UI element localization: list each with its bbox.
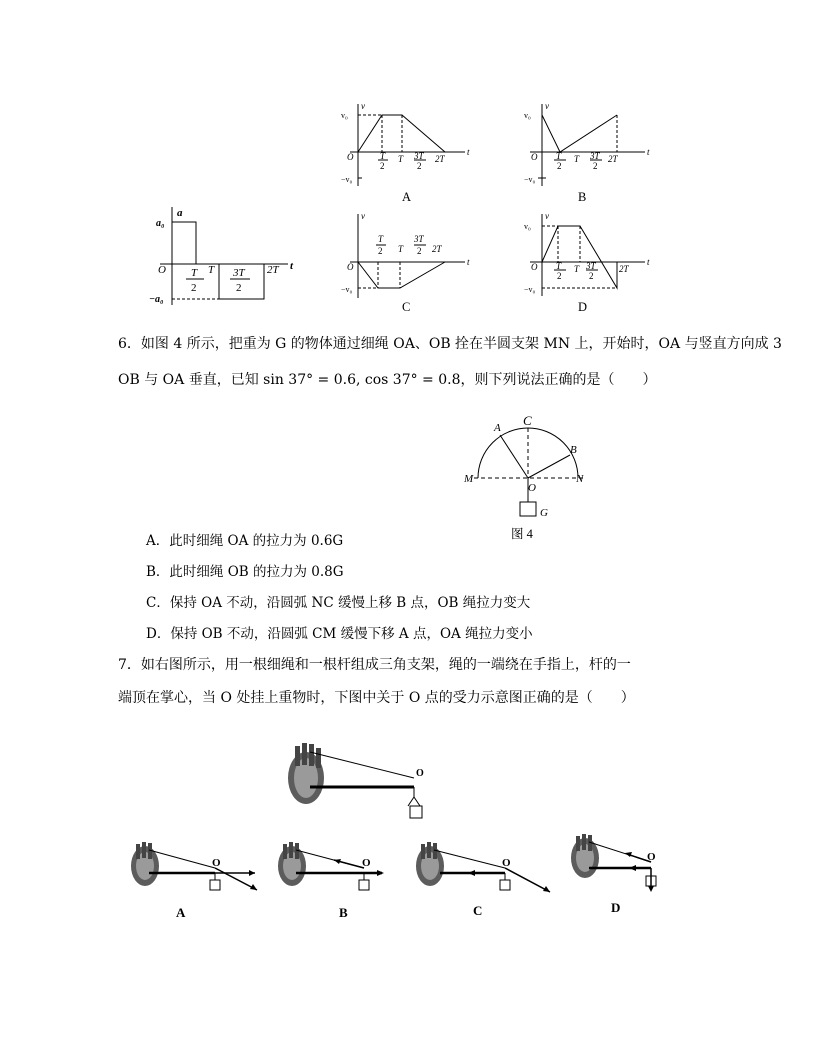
tick-2-label: 2 [589,271,594,281]
hand-icon [131,842,159,886]
graph-option-label-a: A [402,190,412,204]
point-o-label: O [362,857,371,869]
q6-option-b[interactable]: B．此时细绳 OB 的拉力为 0.8G [146,564,344,580]
neg-v0-label: −v₀ [341,175,353,184]
graph-option-label-c: C [402,300,411,314]
neg-v0-label: −v₀ [524,175,536,184]
vt-graph-d [520,210,660,305]
tick-2-label: 2 [417,246,422,256]
tick-2-label: 2 [417,161,422,171]
q6-option-c[interactable]: C．保持 OA 不动，沿圆弧 NC 缓慢上移 B 点，OB 绳拉力变大 [146,595,531,611]
tick-2t-label: 2T [432,244,442,254]
tick-t-label: T [191,267,198,279]
point-o-label: O [212,857,221,869]
graph-option-label-d: D [578,300,588,314]
tick-t-label: T [556,261,562,271]
tick-2t-label: 2T [619,264,629,274]
point-m-label: M [464,473,474,485]
a-axis-label: a [177,207,183,219]
q7-option-d-label[interactable]: D [611,900,621,915]
tick-3t-label: 3T [590,151,600,161]
q7-option-a-label[interactable]: A [176,905,186,920]
neg-a0-label: −a₀ [149,294,164,305]
origin-label: O [347,262,354,272]
tick-2-label: 2 [557,161,562,171]
q7-option-b-label[interactable]: B [339,905,348,920]
tick-3t-label: 3T [233,267,245,279]
tick-2t-label: 2T [267,264,279,276]
v-axis-label: v [361,211,365,221]
q7-option-a-figure[interactable] [125,840,265,900]
tick-t-label: T [398,244,404,254]
point-a-label: A [494,422,501,434]
q7-option-d-figure[interactable] [565,832,675,897]
tick-2-label: 2 [380,161,385,171]
v-axis-label: v [545,101,549,111]
point-b-label: B [570,444,577,456]
neg-v0-label: −v₀ [524,285,536,294]
q6-semicircle-figure [460,410,600,525]
tick-t-label: T [380,151,386,161]
tick-t-label: T [378,234,384,244]
t-axis-label: t [290,260,294,272]
neg-v0-label: −v₀ [341,285,353,294]
hand-icon [416,842,444,886]
v-axis-label: v [545,211,549,221]
vt-graph-c [340,210,480,305]
origin-label: O [347,152,354,162]
q7-stem-line2: 端顶在掌心，当 O 处挂上重物时，下图中关于 O 点的受力示意图正确的是（ ） [118,690,635,706]
tick-t-label: T [398,154,404,164]
tick-2t-label: 2T [608,154,618,164]
hand-icon [278,842,306,886]
q7-option-c-figure[interactable] [410,838,555,900]
tick-2-label: 2 [378,246,383,256]
tick-3t-label: 3T [414,151,424,161]
graph-option-label-b: B [578,190,587,204]
v0-label: v₀ [341,111,348,120]
tick-t-label: T [574,154,580,164]
tick-2-label: 2 [191,282,197,294]
origin-label: O [531,262,538,272]
at-graph [148,205,298,310]
q7-option-b-figure[interactable] [272,840,392,900]
point-o-label: O [416,768,424,779]
tick-2t-label: 2T [435,154,445,164]
q6-stem-line1: 6．如图 4 所示，把重为 G 的物体通过细绳 OA、OB 拴在半圆支架 MN 上，开始时，OA 与竖直方向成 3 [118,336,782,352]
q6-option-a[interactable]: A．此时细绳 OA 的拉力为 0.6G [146,533,344,549]
q6-option-d[interactable]: D．保持 OB 不动，沿圆弧 CM 缓慢下移 A 点，OA 绳拉力变小 [146,626,533,642]
hand-icon [288,743,324,804]
point-o-label: O [528,482,536,494]
tick-t-label: T [574,264,580,274]
origin-label: O [158,264,166,276]
tick-3t-label: 3T [414,234,424,244]
tick-t-label: T [208,264,215,276]
figure-4-caption: 图 4 [511,527,533,541]
v-axis-label: v [361,101,365,111]
t-axis-label: t [467,257,470,267]
tick-t-label: T [556,151,562,161]
tick-3t-label: 3T [586,261,596,271]
point-c-label: C [523,413,532,428]
q7-option-c-label[interactable]: C [473,903,483,918]
v0-label: v₀ [524,111,531,120]
tick-2-label: 2 [557,271,562,281]
point-o-label: O [502,857,511,869]
v0-label: v₀ [524,222,531,231]
t-axis-label: t [467,147,470,157]
t-axis-label: t [647,147,650,157]
q6-stem-line2: OB 与 OA 垂直，已知 sin 37° = 0.6, cos 37° = 0.8，则下列说法正确的是（ ） [118,372,657,388]
tick-2-label: 2 [593,161,598,171]
vt-graph-b [520,100,660,205]
tick-2-label: 2 [236,282,242,294]
q7-main-figure [282,740,452,825]
point-o-label: O [647,851,656,863]
point-n-label: N [576,473,584,485]
q7-stem-line1: 7．如右图所示，用一根细绳和一根杆组成三角支架，绳的一端绕在手指上，杆的一 [118,657,631,673]
origin-label: O [531,152,538,162]
weight-g-label: G [540,507,548,519]
t-axis-label: t [647,257,650,267]
a0-label: a₀ [156,218,165,229]
hand-icon [571,834,599,878]
